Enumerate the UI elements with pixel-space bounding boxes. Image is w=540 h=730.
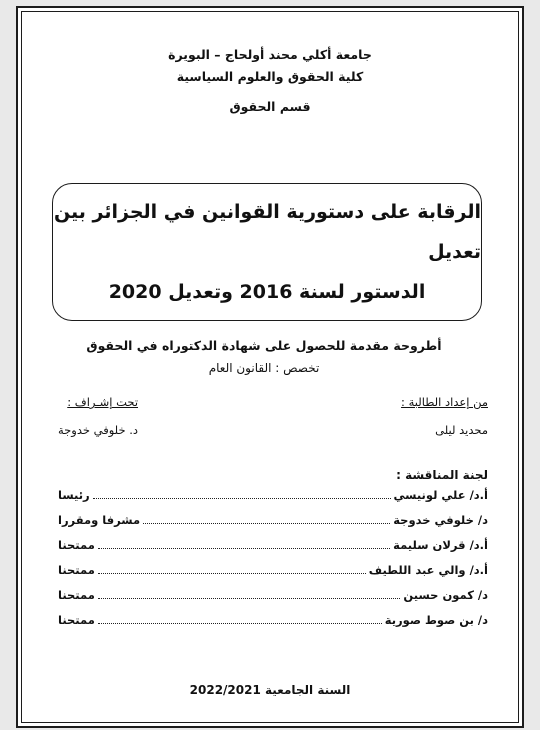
committee-member [58, 488, 488, 513]
student-name: محديد ليلى [435, 423, 488, 437]
committee-member [58, 513, 488, 538]
thesis-title-line-1: الرقابة على دستورية القوانين في الجزائر بين تعديل [53, 201, 481, 263]
authorship-section [18, 388, 522, 438]
dotted-leader [98, 563, 366, 574]
thesis-specialty: تخصص : القانون العام [208, 361, 320, 375]
university-name: جامعة أكلي محند أولحاج – البويرة [168, 47, 372, 62]
document-page [16, 6, 524, 728]
dotted-leader [98, 538, 390, 549]
thesis-description [84, 335, 444, 379]
member-role: ممتحنا [58, 613, 95, 627]
member-role: ممتحنا [58, 588, 95, 602]
member-role: ممتحنا [58, 563, 95, 577]
dotted-leader [98, 613, 382, 624]
member-role: ممتحنا [58, 538, 95, 552]
thesis-title-line-2: الدستور لسنة 2016 وتعديل 2020 [108, 281, 426, 303]
supervisor-name: د. خلوفي خدوجة [58, 423, 139, 437]
committee-list [58, 488, 488, 638]
dotted-leader [143, 513, 390, 524]
institution-header [18, 44, 522, 118]
member-name: أ.د/ علي لونيسي [393, 488, 488, 502]
department-name: قسم الحقوق [229, 99, 311, 114]
committee-member [58, 613, 488, 638]
prepared-by-block [401, 388, 488, 444]
committee-member [58, 563, 488, 588]
dotted-leader [93, 488, 391, 499]
supervision-block [58, 388, 138, 444]
committee-member [58, 538, 488, 563]
member-name: د/ بن صوط صورية [384, 613, 488, 627]
member-name: أ.د/ قرلان سليمة [393, 538, 488, 552]
member-name: د/ خلوفي خدوجة [393, 513, 488, 527]
member-name: أ.د/ والي عبد اللطيف [368, 563, 488, 577]
member-name: د/ كمون حسين [403, 588, 488, 602]
supervision-label: تحت إشـراف : [67, 395, 139, 409]
member-role: رئيسا [58, 488, 90, 502]
academic-year: السنة الجامعية 2022/2021 [189, 683, 351, 697]
prepared-by-label: من إعداد الطالبة : [401, 395, 488, 409]
committee-title: لجنة المناقشة : [396, 468, 488, 482]
thesis-purpose: أطروحة مقدمة للحصول على شهادة الدكتوراه في الحقوق [86, 338, 442, 353]
thesis-title-box [52, 183, 482, 321]
dotted-leader [98, 588, 401, 599]
member-role: مشرفا ومقررا [58, 513, 141, 527]
faculty-name: كلية الحقوق والعلوم السياسية [176, 69, 364, 84]
committee-member [58, 588, 488, 613]
